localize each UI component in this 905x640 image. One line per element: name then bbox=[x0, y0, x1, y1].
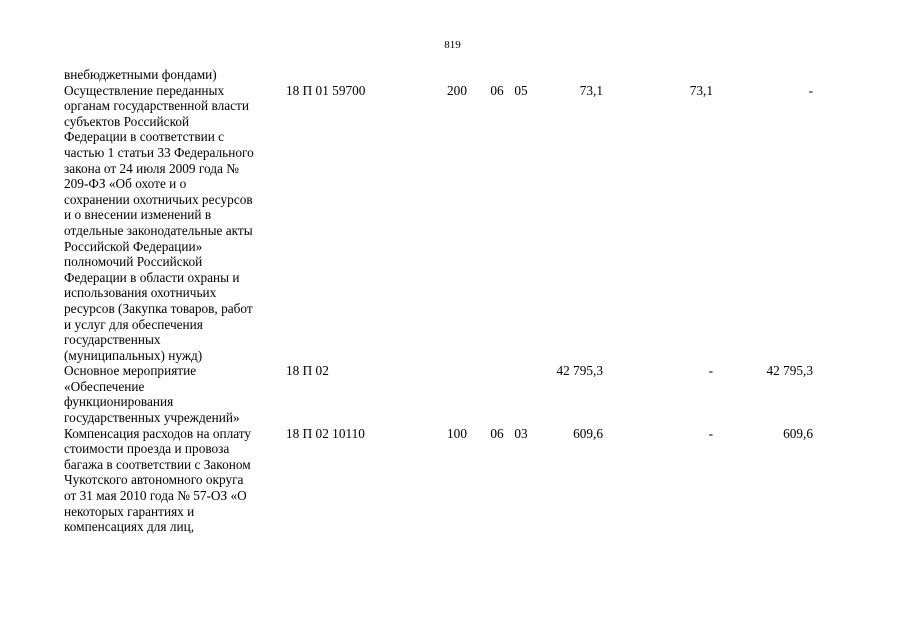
row-vr: 200 bbox=[447, 82, 467, 98]
row-federal: 73,1 bbox=[689, 82, 713, 98]
table-row bbox=[64, 67, 864, 83]
row-pr: 05 bbox=[514, 82, 528, 98]
row-pr: 03 bbox=[514, 425, 528, 441]
row-vr: 100 bbox=[447, 425, 467, 441]
row-total: 42 795,3 bbox=[556, 363, 603, 379]
row-code: 18 П 01 59700 bbox=[286, 82, 366, 98]
row-regional: 609,6 bbox=[783, 425, 813, 441]
row-total: 73,1 bbox=[579, 82, 603, 98]
row-regional: 42 795,3 bbox=[766, 363, 813, 379]
budget-table bbox=[64, 67, 864, 535]
table-row bbox=[64, 83, 864, 364]
row-name: Компенсация расходов на оплату стоимости проезда и провоза багажа в соответствии с Законом Чукотского автономного округа от 31 мая 2010 года № 57-ОЗ «О некоторых гарантиях и компенсациях для лиц, bbox=[64, 425, 252, 535]
row-total: 609,6 bbox=[573, 425, 603, 441]
row-name: внебюджетными фондами) bbox=[64, 67, 217, 82]
row-code: 18 П 02 10110 bbox=[286, 425, 365, 441]
row-code: 18 П 02 bbox=[286, 363, 329, 379]
page-number: 819 bbox=[444, 39, 461, 51]
row-rz: 06 bbox=[490, 425, 504, 441]
table-row bbox=[64, 426, 864, 535]
row-federal: - bbox=[708, 425, 713, 441]
row-regional: - bbox=[808, 82, 813, 98]
row-federal: - bbox=[708, 363, 713, 379]
row-name: Основное мероприятие «Обеспечение функционирования государственных учреждений» bbox=[64, 363, 240, 426]
row-name: Осуществление переданных органам государственной власти субъектов Российской Федерации в соответствии с частью 1 статьи 33 Федерального закона от 24 июля 2009 года № 209-ФЗ «Об охоте и о сохранении охотничьих ресурсов и о внесении изменений в отдельные законодательные акты Российской Федерации» полномочий Российской Федерации в области охраны и использования охотничьих ресурсов (Закупка товаров, работ и услуг для обеспечения государственных (муниципальных) нужд) bbox=[64, 82, 254, 363]
table-row bbox=[64, 363, 864, 425]
row-rz: 06 bbox=[490, 82, 504, 98]
